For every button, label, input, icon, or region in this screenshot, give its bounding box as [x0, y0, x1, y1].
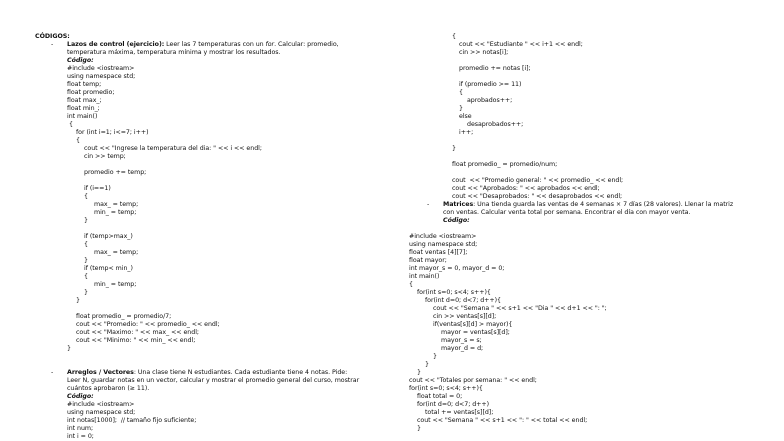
code-line: i++; — [459, 129, 474, 136]
code-line: for(int s=0; s<4; s++){ — [409, 385, 483, 392]
code-line: { — [452, 33, 456, 40]
code-line: promedio += temp; — [84, 169, 147, 176]
code-line: float promedio_ = promedio/7; — [76, 313, 172, 320]
code-line: int num; — [67, 425, 94, 432]
code-line: float min_; — [67, 105, 100, 112]
code-line: cin >> ventas[s][d]; — [433, 313, 497, 320]
code-line: } — [84, 257, 88, 264]
code-line: cout << "Aprobados: " << aprobados << endl; — [452, 185, 600, 192]
code-line: } — [452, 145, 456, 152]
code-line: float ventas [4][7]; — [409, 249, 468, 256]
code-line: } — [417, 369, 421, 376]
code-line: aprobados++; — [467, 97, 513, 104]
bullet-dash: - — [51, 41, 54, 48]
code-line: if (promedio >= 11) — [459, 81, 522, 88]
code-line: float promedio; — [67, 89, 115, 96]
codigos-heading: CÓDIGOS: — [35, 33, 70, 40]
section-2-desc-line-2: Leer N, guardar notas en un vector, calcular y mostrar el promedio general del curso, mostrar — [67, 377, 360, 384]
section-1-desc-for: for — [265, 41, 275, 48]
section-3-desc-part: : Una tienda guarda las ventas de 4 semanas × 7 días (28 valores). Llenar la matriz — [473, 201, 734, 208]
code-line: promedio += notas [i]; — [459, 65, 531, 72]
section-1-desc-part: Leer las 7 temperaturas con un — [164, 41, 266, 48]
code-line: if(ventas[s][d] > mayor){ — [433, 321, 513, 328]
code-line: int main() — [67, 113, 98, 120]
code-line: { — [84, 193, 88, 200]
code-line: int notas[1000]; // tamaño fijo suficiente; — [67, 417, 197, 424]
code-line: max_ = temp; — [94, 249, 139, 256]
code-line: int main() — [409, 273, 440, 280]
code-line: #include <iostream> — [409, 233, 477, 240]
section-3-desc-line-2: con ventas. Calcular venta total por semana. Encontrar el día con mayor venta. — [443, 209, 691, 216]
code-line: for(int d=0; d<7; d++){ — [425, 297, 501, 304]
code-line: } — [84, 217, 88, 224]
section-3-title: Matrices — [443, 201, 474, 208]
code-line: else — [459, 113, 472, 120]
code-line: cout << "Ingrese la temperatura del dia: " << i << endl; — [84, 145, 262, 152]
code-line: float promedio_ = promedio/num; — [452, 161, 558, 168]
code-line: cout << "Promedio general: " << promedio_ << endl; — [452, 177, 624, 184]
section-2-desc-part: : Una clase tiene N estudiantes. Cada estudiante tiene 4 notas. Pide: — [133, 369, 348, 376]
code-line: min_ = temp; — [94, 281, 137, 288]
code-line: for(int s=0; s<4; s++){ — [417, 289, 491, 296]
code-line: cout << "Promedio: " << promedio_ << endl; — [76, 321, 220, 328]
code-line: total += ventas[s][d]; — [425, 409, 494, 416]
code-line: if (temp>max_) — [84, 233, 133, 240]
code-line: cout << "Maximo: " << max_ << endl; — [76, 329, 199, 336]
code-line: } — [76, 297, 80, 304]
code-line: for(int d=0; d<7; d++) — [417, 401, 490, 408]
code-line: { — [76, 137, 80, 144]
code-line: if (temp< min_) — [84, 265, 133, 272]
code-line: cout << "Semana " << s+1 << "Dia " << d+1 << ": "; — [433, 305, 607, 312]
code-line: cout << "Estudiante " << i+1 << endl; — [459, 41, 583, 48]
section-3-codigo-label: Código: — [443, 217, 470, 224]
section-3-desc-line-1 — [443, 201, 733, 208]
code-line: int mayor_s = 0, mayor_d = 0; — [409, 265, 505, 272]
code-line: using namespace std; — [67, 409, 136, 416]
code-line: for (int i=1; i<=7; i++) — [76, 129, 149, 136]
code-line: #include <iostream> — [67, 401, 135, 408]
code-line: } — [84, 289, 88, 296]
section-2-codigo-label: Código: — [67, 393, 94, 400]
code-line: { — [69, 121, 73, 128]
code-line: using namespace std; — [67, 73, 136, 80]
code-line: cout << "Semana " << s+1 << ": " << total << endl; — [417, 417, 588, 424]
section-1-title: Lazos de control (ejercicio): — [67, 41, 165, 48]
code-line: { — [409, 281, 413, 288]
code-line: if (i==1) — [84, 185, 111, 192]
section-2-desc-line-3: cuántos aprobaron (≥ 11). — [67, 385, 150, 392]
section-1-desc-line-1 — [67, 41, 339, 48]
bullet-dash: - — [51, 369, 54, 376]
code-line: } — [417, 425, 421, 432]
code-line: float temp; — [67, 81, 102, 88]
code-line: using namespace std; — [409, 241, 478, 248]
code-line: mayor_d = d; — [441, 345, 484, 352]
code-line: float mayor; — [409, 257, 447, 264]
code-line: } — [459, 105, 463, 112]
code-line: { — [459, 89, 463, 96]
section-2-title: Arreglos / Vectores — [67, 369, 134, 376]
code-line: cout << "Totales por semana: " << endl; — [409, 377, 537, 384]
code-line: mayor = ventas[s][d]; — [441, 329, 510, 336]
code-line: min_ = temp; — [94, 209, 137, 216]
section-2-desc-line-1 — [67, 369, 347, 376]
code-line: cin >> notas[i]; — [459, 49, 509, 56]
code-line: } — [433, 353, 437, 360]
section-1-codigo-label: Código: — [67, 57, 94, 64]
bullet-dash: - — [427, 201, 430, 208]
code-line: int i = 0; — [67, 433, 94, 440]
code-line: { — [84, 273, 88, 280]
code-line: mayor_s = s; — [441, 337, 482, 344]
code-line: { — [84, 241, 88, 248]
code-line: cout << "Desaprobados: " << desaprobados << endl; — [452, 193, 623, 200]
code-line: #include <iostream> — [67, 65, 135, 72]
code-line: } — [425, 361, 429, 368]
code-line: cout << "Minimo: " << min_ << endl; — [76, 337, 196, 344]
code-line: float max_; — [67, 97, 102, 104]
code-line: max_ = temp; — [94, 201, 139, 208]
code-line: } — [67, 345, 71, 352]
code-line: float total = 0; — [417, 393, 463, 400]
code-line: desaprobados++; — [467, 121, 524, 128]
section-1-desc-line-2: temperatura máxima, temperatura mínima y mostrar los resultados. — [67, 49, 281, 56]
code-line: cin >> temp; — [84, 153, 126, 160]
section-1-desc-part-b: . Calcular: promedio, — [274, 41, 339, 48]
